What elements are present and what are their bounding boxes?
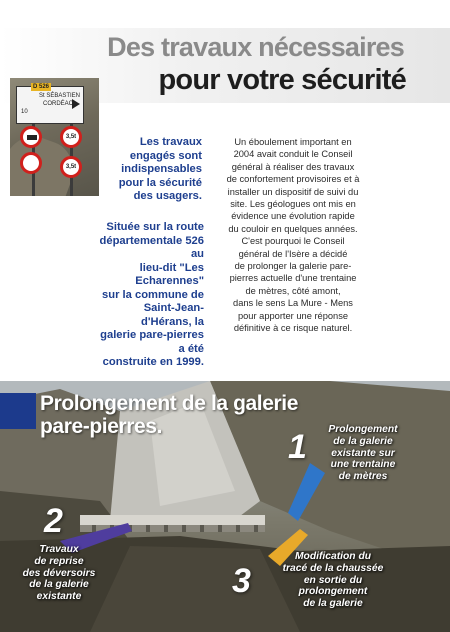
intro-location-line: construite en 1999. — [102, 356, 204, 368]
arrow-icon — [72, 99, 80, 109]
body-line: C'est pourquoi le Conseil — [241, 236, 345, 247]
intro-location-line: lieu-dit "Les Echarennes" — [135, 261, 204, 287]
panel-title-line: Prolongement de la galerie — [40, 392, 299, 415]
annotation-line: Travaux — [39, 544, 79, 555]
direction-sign — [16, 86, 84, 124]
intro-location-line: départementale 526 au — [99, 234, 204, 260]
intro-location-line: galerie pare-pierres a été — [100, 329, 204, 355]
annotation-line: existante — [36, 591, 82, 603]
sign-line: CORDÉAC — [43, 101, 74, 107]
item-number-2: 2 — [44, 502, 63, 540]
intro-lead-line: Les travaux — [139, 136, 202, 148]
annotation-line: prolongement — [298, 586, 368, 598]
intro-lead-line: pour la sécurité — [118, 176, 202, 189]
body-line: du couloir en quelques années. — [228, 223, 358, 234]
annotation-line: de la galerie — [333, 435, 393, 447]
body-line: pierres actuelle d'une trentaine — [229, 273, 357, 284]
body-line: installer un dispositif de suivi du — [227, 186, 359, 197]
intro-lead-line: engagés sont — [129, 149, 202, 162]
annotation-line: existante sur — [331, 447, 395, 459]
body-line: de mètres, côté amont, — [245, 285, 341, 296]
annotation-line: des déversoirs — [22, 567, 96, 579]
intro-lead-line: des usagers. — [133, 190, 202, 202]
route-badge: D 526 — [32, 84, 49, 90]
road-sign-photo — [10, 78, 99, 196]
annotation-line: de la galerie — [303, 598, 363, 610]
sign-line: St SÉBASTIEN — [39, 93, 81, 99]
body-line: dans le sens La Mure - Mens — [233, 298, 353, 309]
annotation-line: de reprise — [34, 555, 84, 567]
intro-location — [98, 221, 204, 370]
intro-lead-line: indispensables — [121, 163, 202, 175]
page-title-line1: Des travaux nécessaires — [107, 32, 404, 62]
intro-lead — [110, 136, 202, 204]
weight-limit-sign: 3,5t — [60, 156, 82, 178]
panel-title-line: pare-pierres. — [40, 415, 163, 438]
body-line: 2004 avait conduit le Conseil — [233, 149, 353, 160]
body-text — [218, 136, 368, 335]
item-number-1: 1 — [288, 428, 307, 466]
no-trucks-sign-icon — [20, 126, 42, 148]
item-number-3: 3 — [232, 562, 251, 600]
weight-limit-sign: 3,5t — [60, 126, 82, 148]
annotation-line: Modification du — [294, 551, 372, 562]
annotation-2 — [14, 544, 104, 603]
body-line: évidence une évolution rapide — [231, 211, 355, 222]
body-line: pour apporter une réponse — [237, 310, 349, 321]
body-line: Un éboulement important en — [234, 137, 352, 147]
annotation-3 — [268, 551, 398, 610]
body-line: de prolonger la galerie pare- — [234, 261, 352, 272]
section-marker — [0, 393, 36, 429]
annotation-line: de la galerie — [29, 579, 89, 591]
body-line: définitive à ce risque naturel. — [233, 323, 353, 334]
no-entry-sign-icon — [20, 152, 42, 174]
page-title-line2: pour votre sécurité — [158, 64, 406, 96]
body-line: général de l'Isère a décidé — [238, 248, 348, 259]
annotation-line: tracé de la chaussée — [282, 562, 384, 574]
intro-location-line: sur la commune de — [102, 288, 204, 301]
intro-location-line: Située sur la route — [106, 221, 204, 233]
annotation-line: une trentaine — [330, 459, 396, 471]
body-line: de confortement provisoires et à — [226, 174, 360, 185]
sign-line: 10 — [21, 109, 28, 115]
body-line: site. Les géologues ont mis en — [230, 199, 356, 210]
panel-title — [40, 392, 298, 438]
annotation-1 — [316, 424, 410, 483]
annotation-line: en sortie du — [303, 574, 363, 586]
body-line: général à réaliser des travaux — [231, 161, 355, 172]
annotation-line: de mètres — [338, 471, 388, 483]
intro-location-line: Saint-Jean-d'Hérans, la — [141, 302, 204, 328]
annotation-line: Prolongement — [328, 424, 398, 435]
